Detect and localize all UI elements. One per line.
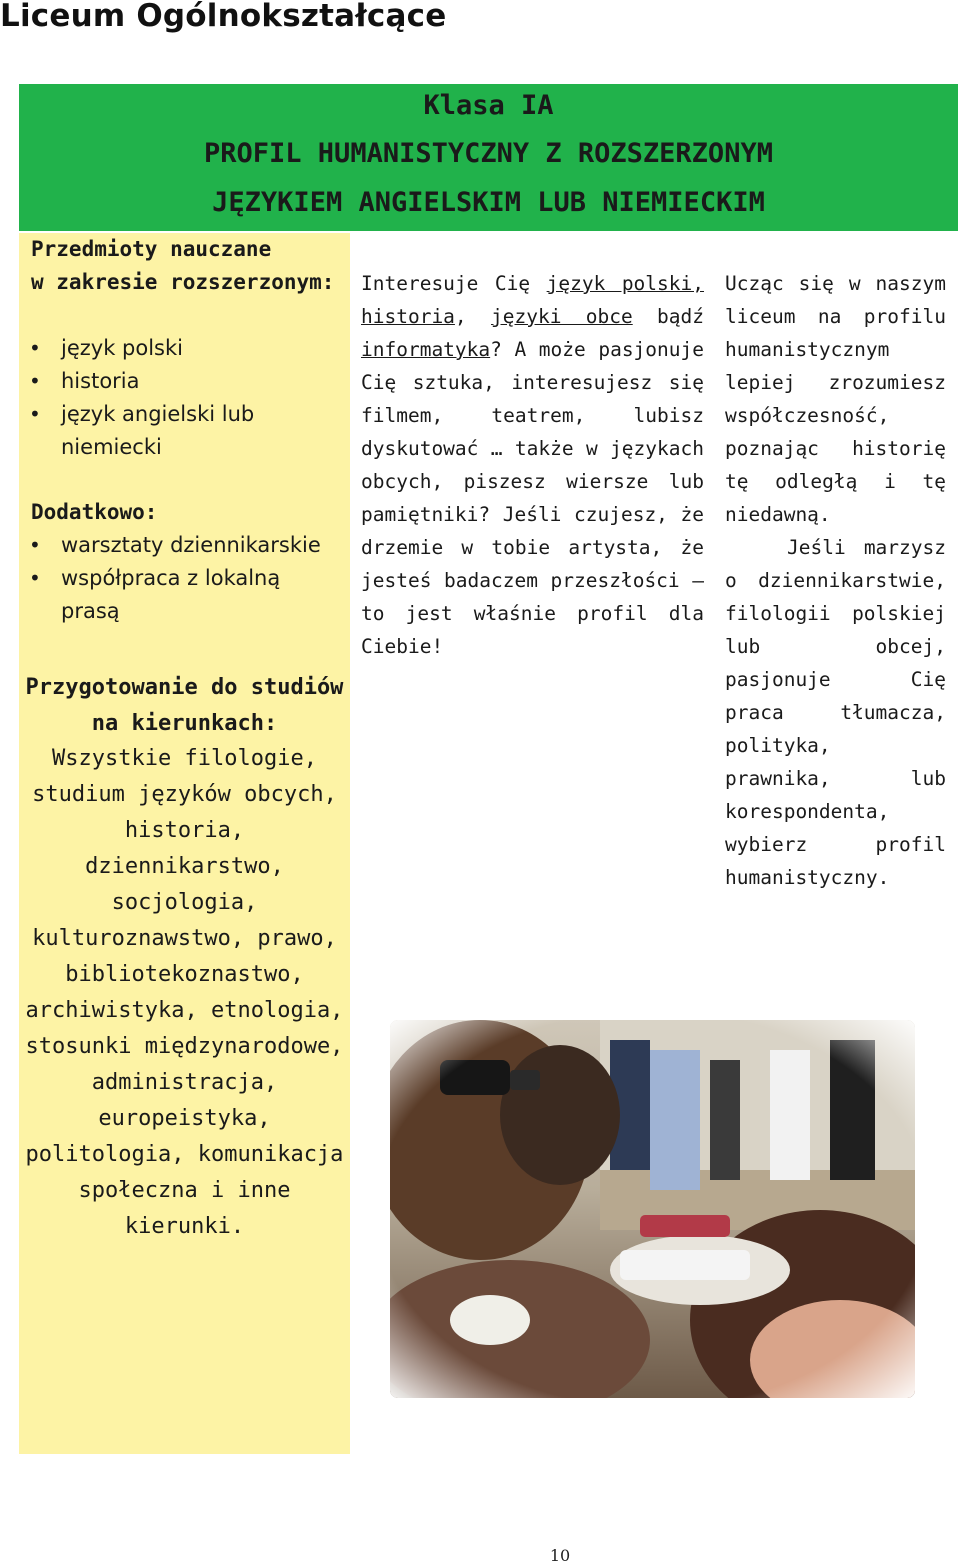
- question-mark: ?: [490, 338, 502, 361]
- subjects-list: [29, 332, 329, 464]
- class-banner: [19, 84, 958, 231]
- school-title: Liceum Ogólnokształcące: [0, 0, 447, 34]
- subjects-heading-2: w zakresie rozszerzonym:: [31, 270, 335, 294]
- description-paragraph-1: Ucząc się w naszym liceum na profilu humanistycznym lepiej zrozumiesz współczesność, poznając historię tę odległą i tę niedawną.: [725, 272, 946, 526]
- description-paragraph-2-text: Jeśli marzysz o dziennikarstwie, filologii polskiej lub obcej, pasjonuje Cię praca tłumacza, polityka, prawnika, lub korespondenta, wybierz profil humanistyczny.: [725, 536, 946, 889]
- profile-title-line-1: PROFIL HUMANISTYCZNY Z ROZSZERZONYM: [204, 138, 773, 169]
- list-item: • język angielski lub niemiecki: [29, 398, 271, 464]
- extras-list: [29, 529, 349, 628]
- extras-heading: Dodatkowo:: [31, 500, 158, 524]
- subjects-heading-1: Przedmioty nauczane: [31, 237, 272, 261]
- students-photo: [390, 1020, 915, 1398]
- profile-title-line-2: JĘZYKIEM ANGIELSKIM LUB NIEMIECKIM: [212, 187, 765, 218]
- link-languages[interactable]: języki obce: [491, 305, 633, 328]
- link-history[interactable]: historia: [361, 305, 455, 328]
- intro-text: Interesuje Cię: [361, 272, 531, 295]
- preparation-title: Przygotowanie do studiów na kierunkach:: [25, 675, 344, 736]
- preparation-list: Wszystkie filologie, studium języków obcych, historia, dziennikarstwo, socjologia, kulturoznawstwo, prawo, bibliotekoznastwo, archiwistyka, etnologia, stosunki międzynarodowe, administracja, europeistyka, politologia, komunikacja społeczna i inne kierunki.: [25, 746, 344, 1239]
- page-number: 10: [549, 1546, 571, 1565]
- intro-body: A może pasjonuje Cię sztuka, interesujesz się filmem, teatrem, lubisz dyskutować … także w językach obcych, piszesz wiersze lub pamiętniki? Jeśli czujesz, że drzemie w tobie artysta, że jesteś badaczem przeszłości – to jest właśnie profil dla Ciebie!: [361, 338, 705, 658]
- class-name: Klasa IA: [423, 90, 554, 121]
- or-word: bądź: [657, 305, 705, 328]
- students-photo-image: [390, 1020, 915, 1398]
- intro-column: [361, 267, 704, 663]
- list-item: • współpraca z lokalną prasą: [29, 562, 311, 628]
- profile-description: [725, 267, 946, 894]
- subjects-sidebar: [19, 233, 350, 1454]
- list-item: • warsztaty dziennikarskie: [29, 529, 349, 562]
- comma: ,: [454, 305, 467, 328]
- list-item: • język polski: [29, 332, 329, 365]
- list-item: • historia: [29, 365, 329, 398]
- link-polish[interactable]: język polski,: [546, 272, 704, 295]
- description-paragraph-2: [725, 531, 946, 894]
- link-informatics[interactable]: informatyka: [361, 338, 491, 361]
